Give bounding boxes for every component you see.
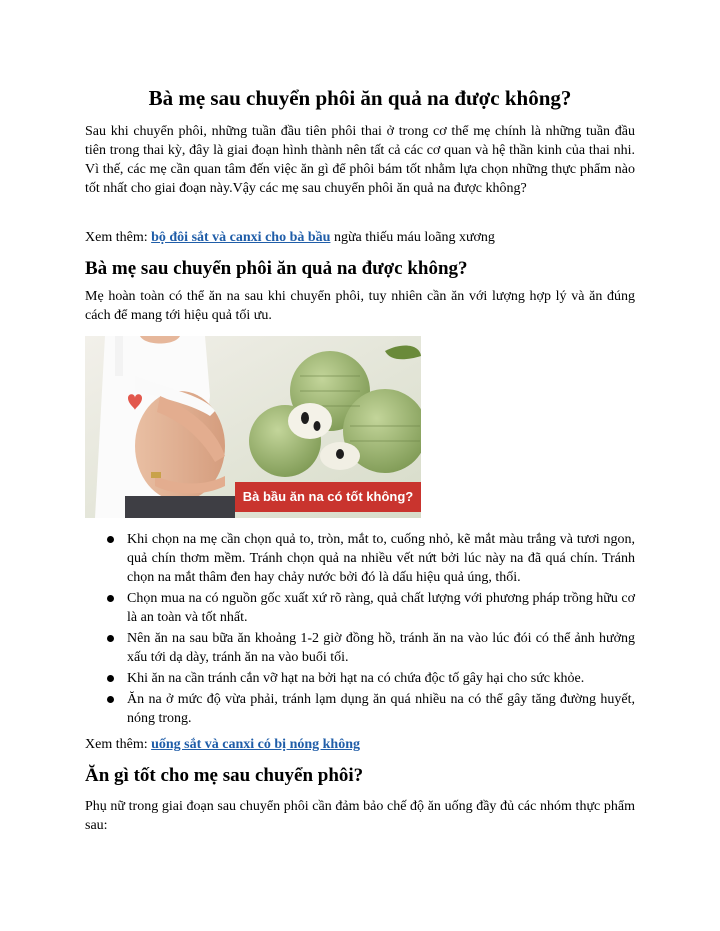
bullet-icon (107, 595, 114, 602)
list-item (85, 530, 635, 587)
list-item-text: Chọn mua na có nguồn gốc xuất xứ rõ ràng, quả chất lượng với phương pháp trồng hữu cơ là an toàn và tốt nhất. (127, 591, 635, 625)
see-also-2 (85, 735, 635, 754)
see-also-link-iron-calcium-heat[interactable]: uống sắt và canxi có bị nóng không (151, 737, 361, 752)
list-item (85, 589, 635, 627)
see-also-1 (85, 228, 635, 247)
intro-paragraph: Sau khi chuyển phôi, những tuần đầu tiên phôi thai ở trong cơ thể mẹ chính là những tuần đầu tiên trong thai kỳ, đây là giai đoạn hình thành nên tất cả các cơ quan và hệ thần kinh của thai nhi. Vì thế, các mẹ cần quan tâm đến việc ăn gì để phôi bám tốt nhằm lựa chọn những thực phẩm nào tốt nhất cho giai đoạn này.Vậy các mẹ sau chuyển phôi ăn quả na được không? (85, 124, 635, 196)
see-also-prefix: Xem thêm: (85, 230, 152, 245)
page-title: Bà mẹ sau chuyển phôi ăn quả na được không? (148, 86, 572, 110)
section-2-paragraph: Phụ nữ trong giai đoạn sau chuyển phôi cần đảm bảo chế độ ăn uống đầy đủ các nhóm thực phẩm sau: (85, 799, 635, 833)
list-item-text: Ăn na ở mức độ vừa phải, tránh lạm dụng ăn quá nhiều na có thể gây tăng đường huyết, nóng trong. (127, 692, 635, 726)
see-also-prefix: Xem thêm: (85, 737, 152, 752)
section-1-paragraph: Mẹ hoàn toàn có thể ăn na sau khi chuyển phôi, tuy nhiên cần ăn với lượng hợp lý và ăn đúng cách để mang tới hiệu quả tối ưu. (85, 289, 635, 323)
list-item (85, 669, 635, 688)
section-heading-1: Bà mẹ sau chuyển phôi ăn quả na được không? (85, 258, 468, 279)
bullet-icon (107, 536, 114, 543)
list-item (85, 690, 635, 728)
image-caption: Bà bầu ăn na có tốt không? (242, 489, 414, 504)
bullet-icon (107, 696, 114, 703)
list-item-text: Khi chọn na mẹ cần chọn quả to, tròn, mắt to, cuống nhỏ, kẽ mắt màu trắng và tươi ngon, quả chín thơm mềm. Tránh chọn quả na nhiều vết nứt bởi lúc này na đã quá chín. Tránh chọn na mắt thâm đen hay chảy nước bởi đó là dấu hiệu quả úng, thối. (127, 532, 635, 585)
article-photo (85, 336, 421, 518)
section-heading-2: Ăn gì tốt cho mẹ sau chuyển phôi? (85, 765, 364, 786)
list-item-text: Nên ăn na sau bữa ăn khoảng 1-2 giờ đồng hồ, tránh ăn na vào lúc đói có thể ảnh hưởng xấu tới dạ dày, tránh ăn na vào buổi tối. (127, 631, 635, 665)
see-also-link-iron-calcium[interactable]: bộ đôi sắt và canxi cho bà bầu (151, 230, 331, 245)
bullet-icon (107, 675, 114, 682)
tips-list (85, 530, 635, 730)
list-item-text: Khi ăn na cần tránh cắn vỡ hạt na bởi hạt na có chứa độc tố gây hại cho sức khỏe. (127, 671, 585, 686)
bullet-icon (107, 635, 114, 642)
list-item (85, 629, 635, 667)
see-also-suffix: ngừa thiếu máu loãng xương (330, 230, 495, 245)
